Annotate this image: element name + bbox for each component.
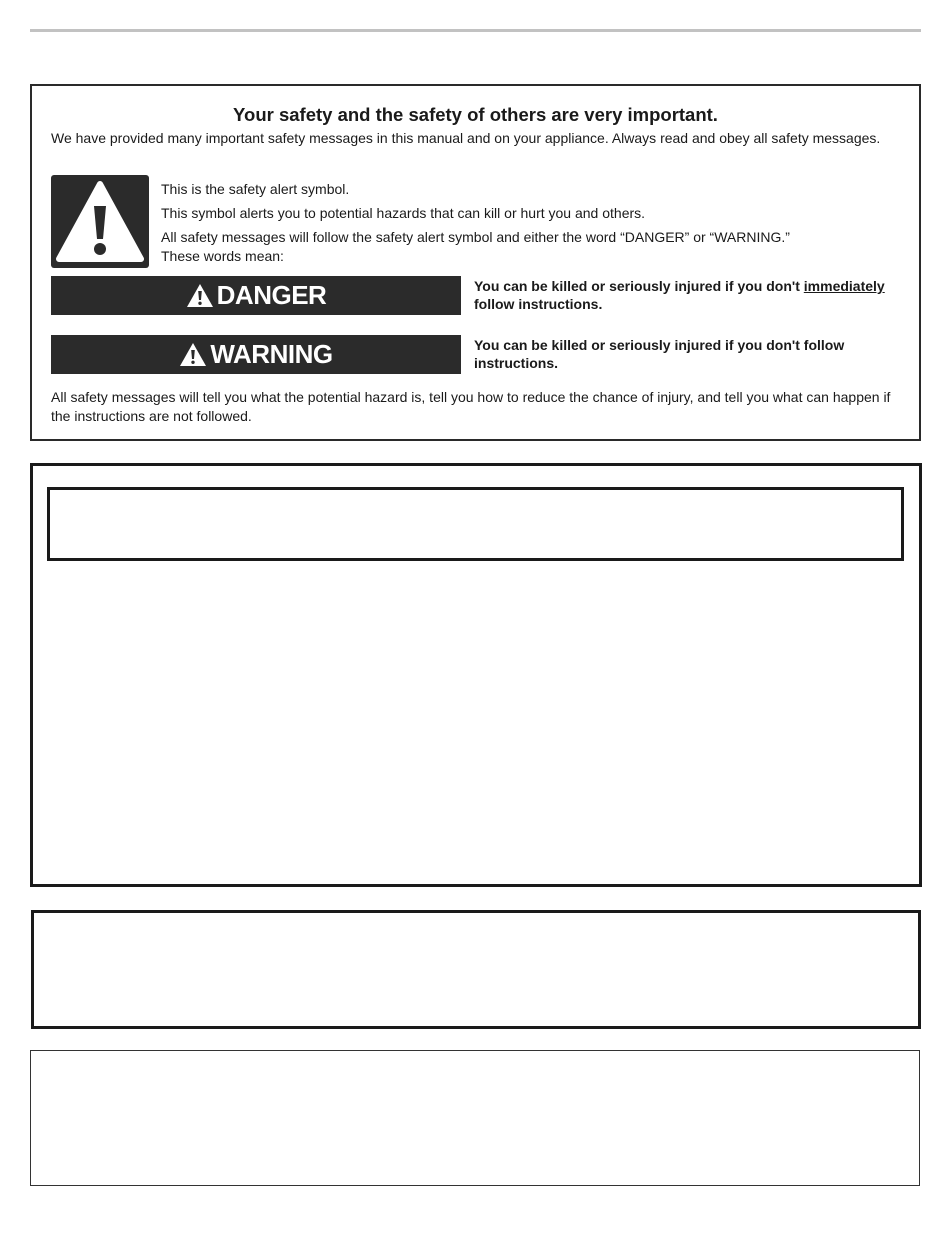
symbol-line: All safety messages will follow the safety alert symbol and either the word “DANGER” or “WARNING.” (161, 229, 790, 245)
danger-signal-word (186, 280, 327, 311)
safety-instructions-header-box (47, 487, 904, 561)
symbol-line: This is the safety alert symbol. (161, 181, 350, 197)
symbol-line: This symbol alerts you to potential hazards that can kill or hurt you and others. (161, 205, 646, 221)
danger-desc-text: You can be killed or seriously injured if you don't (474, 278, 804, 294)
warning-description: You can be killed or seriously injured if you don't follow instructions. (474, 337, 845, 371)
warning-label: WARNING (210, 339, 333, 369)
danger-label: DANGER (216, 280, 327, 310)
danger-desc-emphasis: immediately (803, 278, 885, 294)
safety-title: Your safety and the safety of others are very important. (233, 104, 718, 125)
safety-instructions-box (30, 463, 922, 887)
safety-closing: All safety messages will tell you what the potential hazard is, tell you how to reduce the chance of injury, and tell you what can happen if the instructions are not followed. (51, 389, 891, 424)
danger-signal-bar (51, 276, 461, 315)
safety-alert-symbol-icon (51, 175, 149, 268)
warning-signal-word (179, 339, 332, 370)
danger-description (474, 277, 914, 313)
info-box (30, 1050, 920, 1186)
notice-box (31, 910, 921, 1029)
danger-alert-icon (186, 283, 214, 308)
danger-desc-text-2: follow instructions. (474, 296, 603, 312)
symbol-line: These words mean: (161, 248, 284, 264)
safety-message-box (30, 84, 921, 441)
warning-alert-icon (179, 342, 207, 367)
warning-signal-bar (51, 335, 461, 374)
safety-intro: We have provided many important safety messages in this manual and on your appliance. Always read and obey all safety messages. (51, 130, 881, 146)
top-rule (30, 29, 921, 32)
